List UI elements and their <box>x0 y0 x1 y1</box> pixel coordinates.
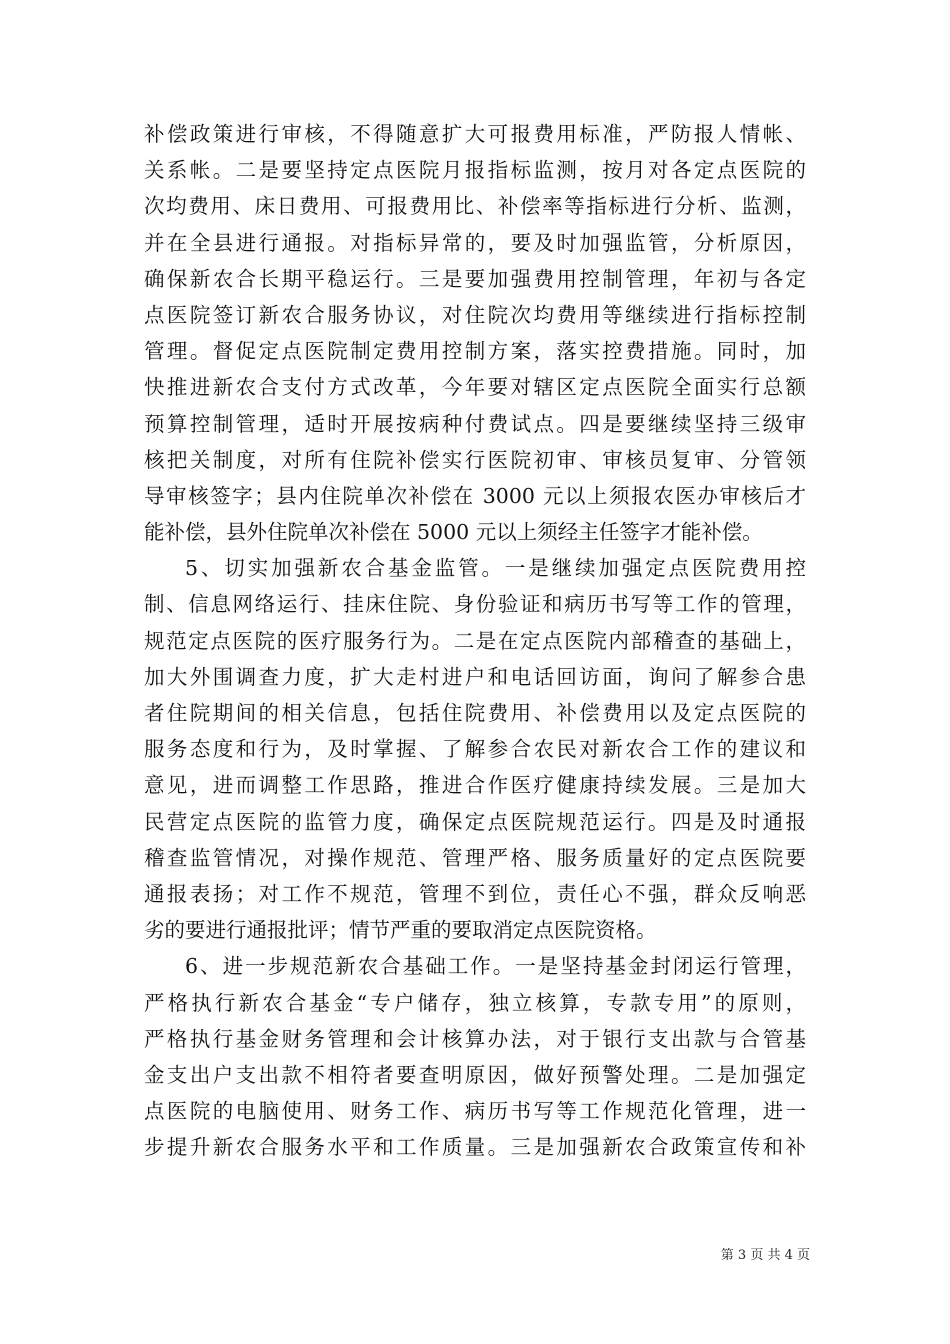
text-line: 5、切实加强新农合基金监管。一是继续加强定点医院费用控 <box>185 556 806 581</box>
text-line: 通报表扬；对工作不规范，管理不到位，责任心不强，群众反响恶 <box>144 881 806 906</box>
paragraph-1 <box>144 116 806 550</box>
text-line: 能补偿，县外住院单次补偿在 5000 元以上须经主任签字才能补偿。 <box>144 520 763 545</box>
text-line: 稽查监管情况，对操作规范、管理严格、服务质量好的定点医院要 <box>144 845 806 870</box>
text-line: 6、进一步规范新农合基础工作。一是坚持基金封闭运行管理， <box>185 954 806 979</box>
text-line: 快推进新农合支付方式改革，今年要对辖区定点医院全面实行总额 <box>144 375 806 400</box>
text-line: 意见，进而调整工作思路，推进合作医疗健康持续发展。三是加大 <box>144 773 806 798</box>
text-line: 核把关制度，对所有住院补偿实行医院初审、审核员复审、分管领 <box>144 447 806 472</box>
paragraph-2 <box>144 550 806 948</box>
text-line: 劣的要进行通报批评；情节严重的要取消定点医院资格。 <box>144 918 657 943</box>
text-line: 步提升新农合服务水平和工作质量。三是加强新农合政策宣传和补 <box>144 1135 806 1160</box>
paragraph-3 <box>144 948 806 1165</box>
text-line: 关系帐。二是要坚持定点医院月报指标监测，按月对各定点医院的 <box>144 158 806 183</box>
text-line: 预算控制管理，适时开展按病种付费试点。四是要继续坚持三级审 <box>144 411 806 436</box>
text-line: 严格执行新农合基金“专户储存，独立核算，专款专用”的原则， <box>144 990 806 1015</box>
text-line: 服务态度和行为，及时掌握、了解参合农民对新农合工作的建议和 <box>144 737 806 762</box>
text-line: 确保新农合长期平稳运行。三是要加强费用控制管理，年初与各定 <box>144 266 806 291</box>
text-line: 民营定点医院的监管力度，确保定点医院规范运行。四是及时通报 <box>144 809 806 834</box>
page-number-footer: 第 3 页 共 4 页 <box>720 1248 810 1263</box>
text-line: 补偿政策进行审核，不得随意扩大可报费用标准，严防报人情帐、 <box>144 122 806 146</box>
text-line: 并在全县进行通报。对指标异常的，要及时加强监管，分析原因， <box>144 230 806 255</box>
text-line: 规范定点医院的医疗服务行为。二是在定点医院内部稽查的基础上， <box>144 628 806 653</box>
document-body <box>144 116 806 1165</box>
text-line: 加大外围调查力度，扩大走村进户和电话回访面，询问了解参合患 <box>144 664 806 689</box>
text-line: 次均费用、床日费用、可报费用比、补偿率等指标进行分析、监测， <box>144 194 806 219</box>
text-line: 导审核签字；县内住院单次补偿在 3000 元以上须报农医办审核后才 <box>144 483 806 508</box>
text-line: 点医院的电脑使用、财务工作、病历书写等工作规范化管理，进一 <box>144 1099 806 1124</box>
text-line: 金支出户支出款不相符者要查明原因，做好预警处理。二是加强定 <box>144 1062 806 1087</box>
text-line: 制、信息网络运行、挂床住院、身份验证和病历书写等工作的管理， <box>144 592 806 617</box>
text-line: 严格执行基金财务管理和会计核算办法，对于银行支出款与合管基 <box>144 1026 806 1051</box>
text-line: 管理。督促定点医院制定费用控制方案，落实控费措施。同时，加 <box>144 339 806 364</box>
text-line: 者住院期间的相关信息，包括住院费用、补偿费用以及定点医院的 <box>144 701 806 725</box>
text-line: 点医院签订新农合服务协议，对住院次均费用等继续进行指标控制 <box>144 302 806 327</box>
